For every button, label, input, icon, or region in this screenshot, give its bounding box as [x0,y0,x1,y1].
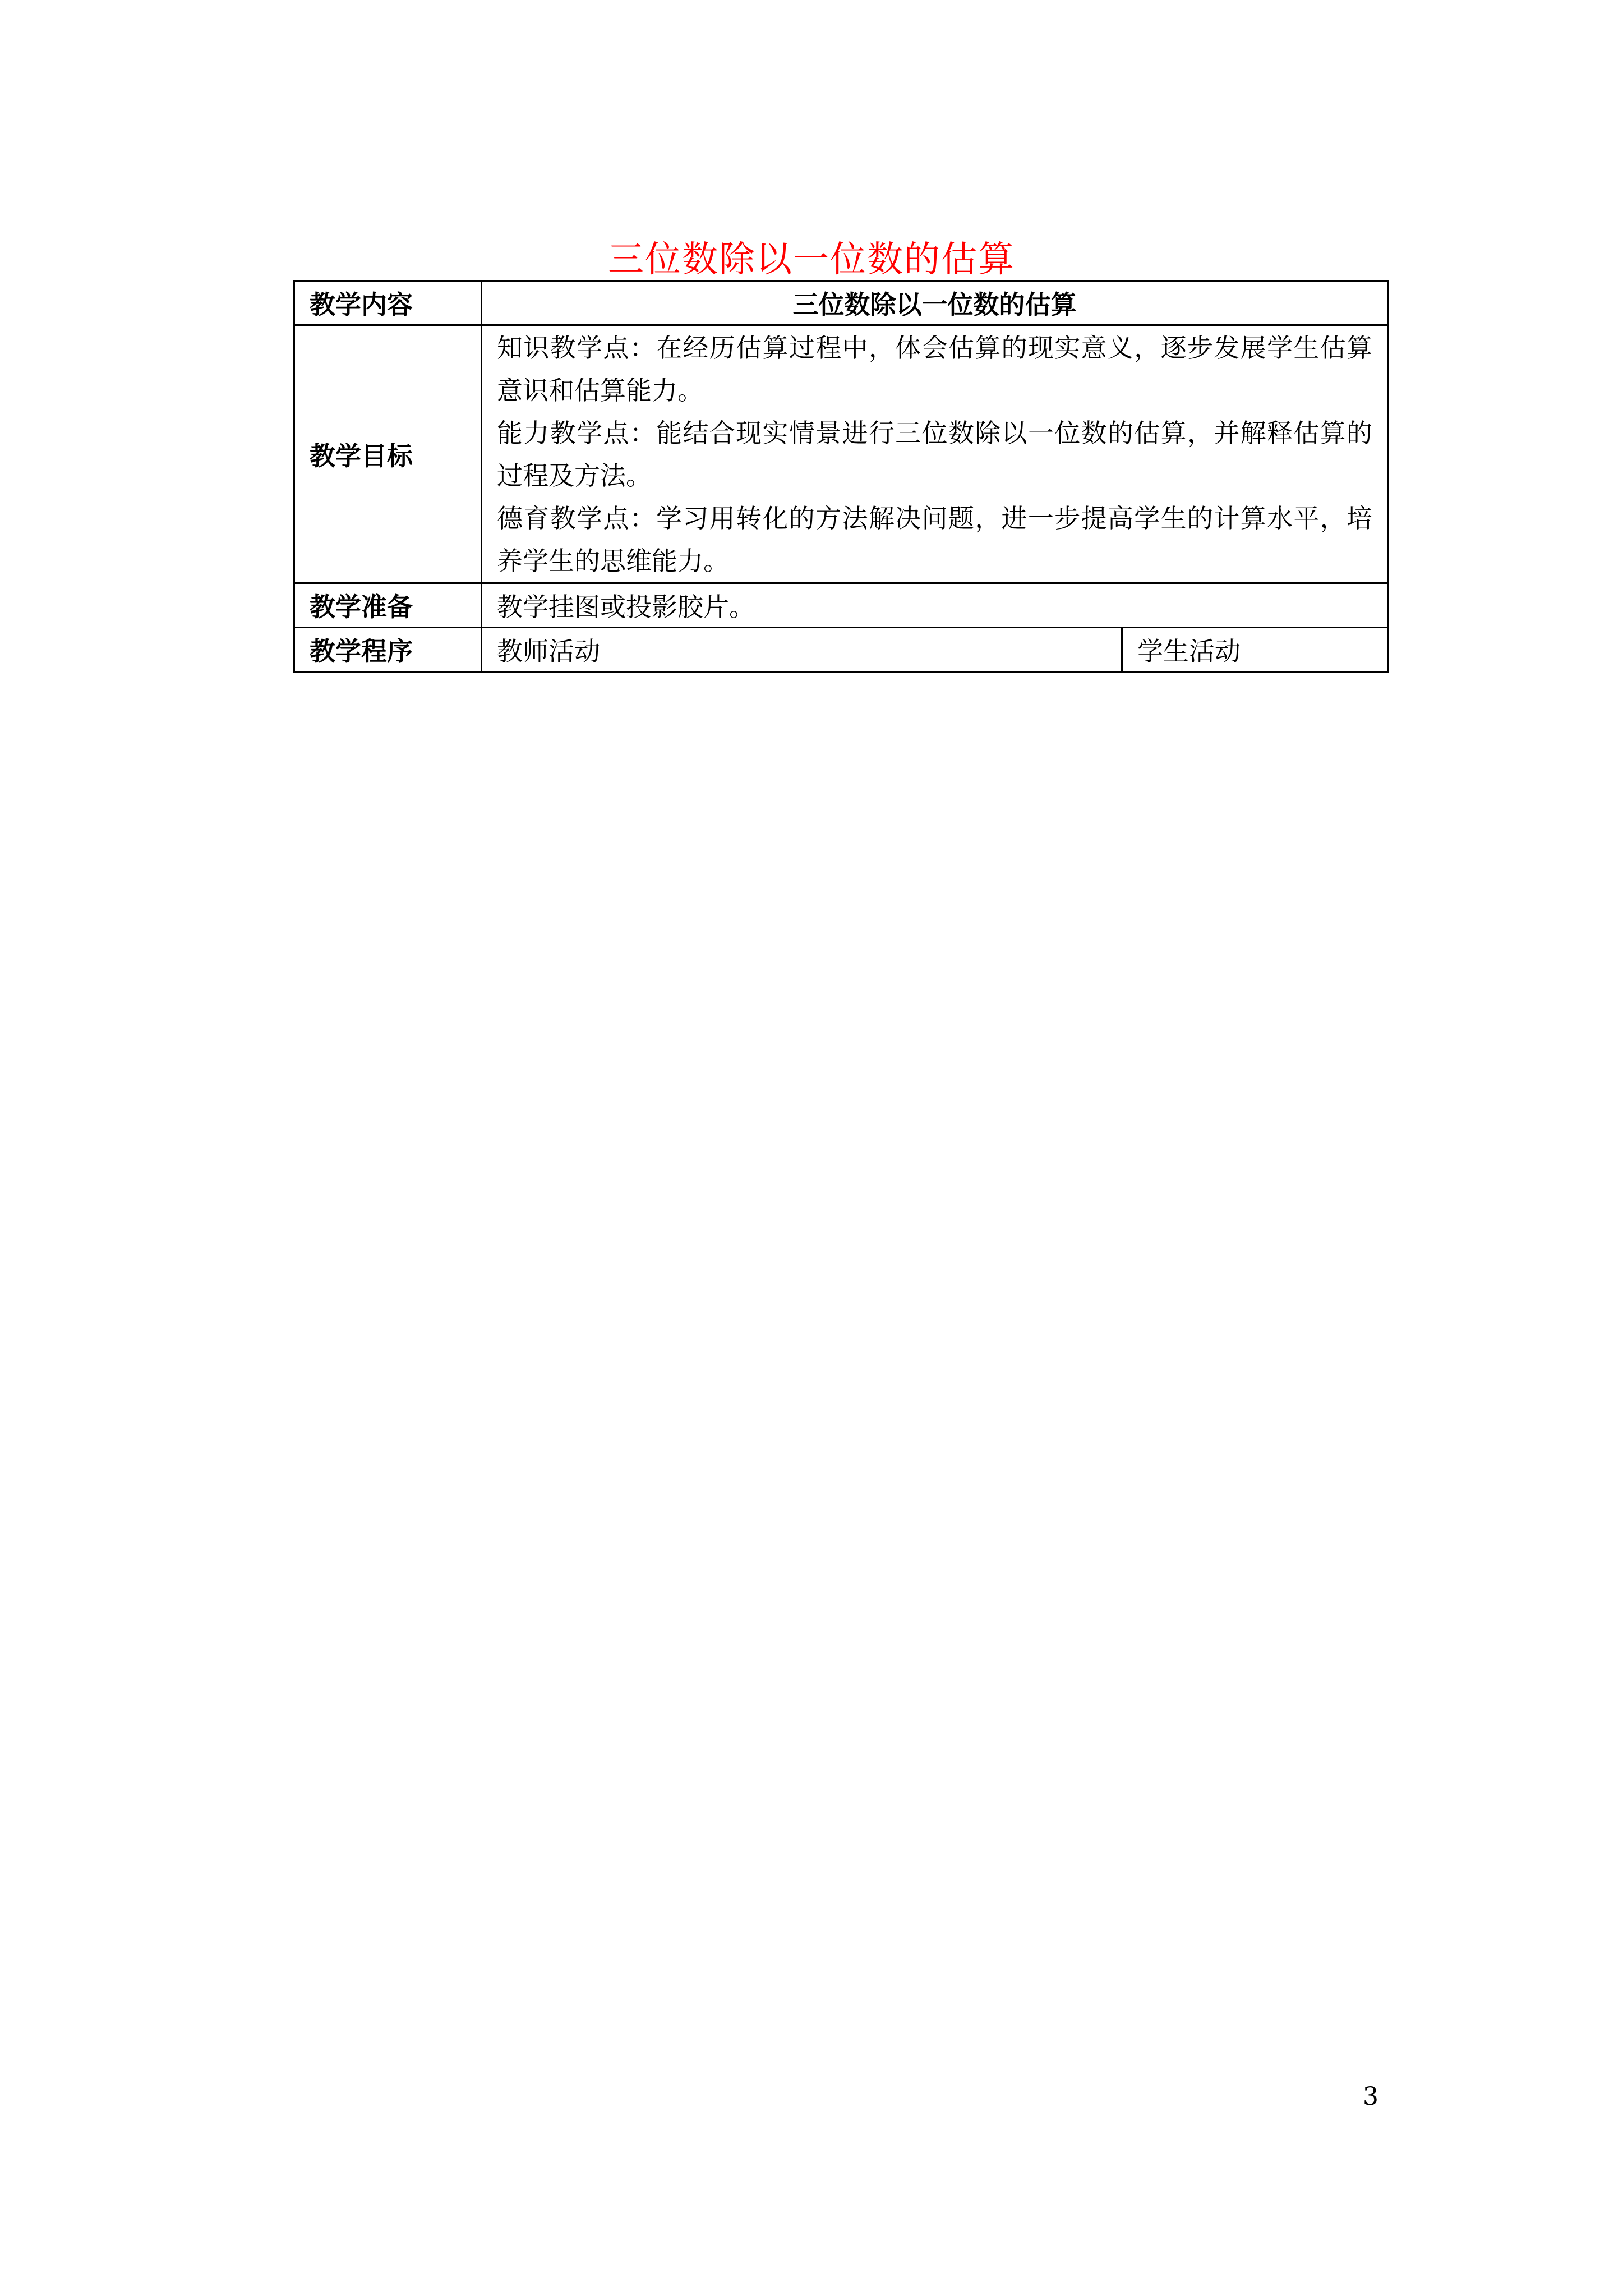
table-row-content [294,281,1388,325]
preparation-label: 教学准备 [294,583,482,628]
document-title: 三位数除以一位数的估算 [608,238,1015,280]
content-label: 教学内容 [294,281,482,325]
table-row-procedure [294,628,1388,672]
objectives-label: 教学目标 [294,325,482,583]
procedure-label: 教学程序 [294,628,482,672]
objective-knowledge: 知识教学点：在经历估算过程中，体会估算的现实意义，逐步发展学生估算意识和估算能力。 [497,332,1372,406]
page-number: 3 [1363,2082,1378,2111]
teacher-activity-header: 教师活动 [482,628,1122,672]
student-activity-header: 学生活动 [1122,628,1388,672]
objectives-cell [482,325,1388,583]
lesson-plan-table [293,280,1389,673]
table-row-objectives [294,325,1388,583]
content-value: 三位数除以一位数的估算 [482,281,1388,325]
objective-moral: 德育教学点：学习用转化的方法解决问题，进一步提高学生的计算水平，培养学生的思维能力。 [497,503,1372,576]
objective-ability: 能力教学点：能结合现实情景进行三位数除以一位数的估算，并解释估算的过程及方法。 [497,417,1372,491]
table-row-preparation [294,583,1388,628]
preparation-value: 教学挂图或投影胶片。 [482,583,1388,628]
